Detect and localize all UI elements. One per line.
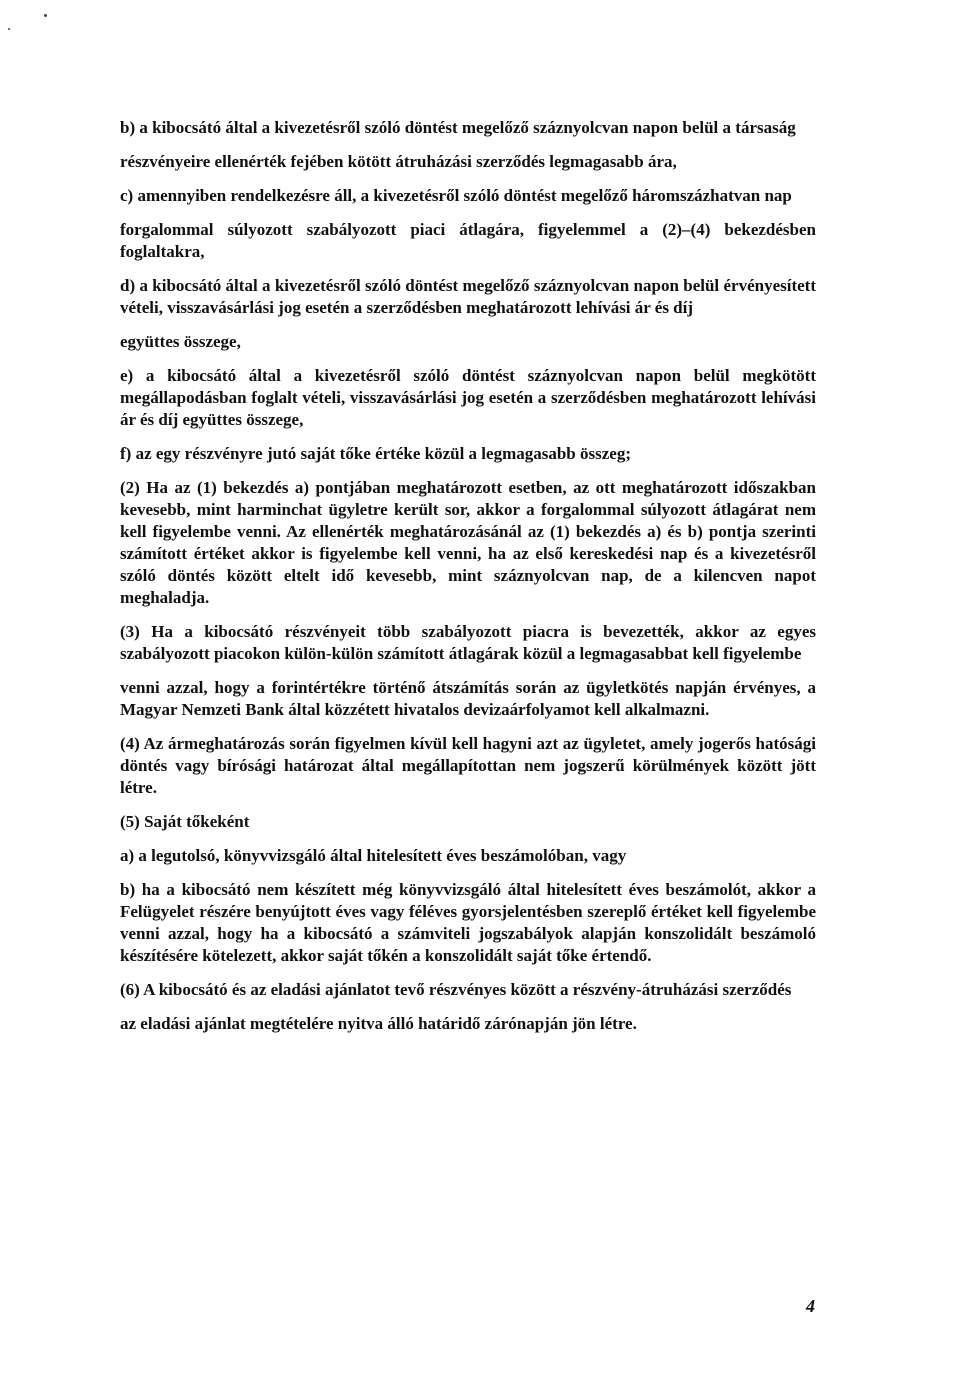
section-3-continued: venni azzal, hogy a forintértékre történő átszámítás során az ügyletkötés napján érvényes, a Magyar Nemzeti Bank által közzétett hivatalos devizaárfolyamot kell alkalmazni. xyxy=(120,678,816,719)
paragraph-e: e) a kibocsátó által a kivezetésről szóló döntést száznyolcvan napon belül megkötött megállapodásban foglalt vételi, visszavásárlási jog esetén a szerződésben meghatározott lehívási ár és díj együttes összege, xyxy=(120,366,816,429)
section-5-b: b) ha a kibocsátó nem készített még könyvvizsgáló által hitelesített éves beszámolót, akkor a Felügyelet részére benyújtott éves vagy féléves gyorsjelentésben szereplő értéket kell figyelembe venni azzal, hogy ha a kibocsátó a számviteli jogszabályok alapján konszolidált beszámoló készítésére kötelezett, akkor saját tőkén a konszolidált saját tőke értendő. xyxy=(120,880,816,965)
paragraph-d-continued: együttes összege, xyxy=(120,332,241,351)
scan-speck xyxy=(44,14,47,17)
section-5: (5) Saját tőkeként xyxy=(120,812,250,831)
section-6: (6) A kibocsátó és az eladási ajánlatot tevő részvényes között a részvény-átruházási szerződés xyxy=(120,980,792,999)
paragraph-b-continued: részvényeire ellenérték fejében kötött átruházási szerződés legmagasabb ára, xyxy=(120,152,677,171)
paragraph-c-continued: forgalommal súlyozott szabályozott piaci átlagára, figyelemmel a (2)–(4) bekezdésben foglaltakra, xyxy=(120,220,816,261)
section-5-a: a) a legutolsó, könyvvizsgáló által hitelesített éves beszámolóban, vagy xyxy=(120,846,627,865)
section-2: (2) Ha az (1) bekezdés a) pontjában meghatározott esetben, az ott meghatározott időszakban kevesebb, mint harminchat ügyletre került sor, akkor a forgalommal súlyozott átlagárat nem kell figyelembe venni. Az ellenérték meghatározásánál az (1) bekezdés a) és b) pontja szerinti számított értéket akkor is figyelembe kell venni, ha az első kereskedési nap és a kivezetésről szóló döntés között eltelt idő kevesebb, mint száznyolcvan nap, de a kilencven napot meghaladja. xyxy=(120,478,816,607)
page-number: 4 xyxy=(806,1296,815,1316)
paragraph-c: c) amennyiben rendelkezésre áll, a kivezetésről szóló döntést megelőző háromszázhatvan nap xyxy=(120,186,792,205)
scan-speck xyxy=(8,28,10,30)
paragraph-b: b) a kibocsátó által a kivezetésről szóló döntést megelőző száznyolcvan napon belül a társaság xyxy=(120,118,796,137)
document-body xyxy=(120,117,816,1047)
section-3: (3) Ha a kibocsátó részvényeit több szabályozott piacra is bevezették, akkor az egyes szabályozott piacokon külön-külön számított átlagárak közül a legmagasabbat kell figyelembe xyxy=(120,622,816,663)
section-4: (4) Az ármeghatározás során figyelmen kívül kell hagyni azt az ügyletet, amely jogerős hatósági döntés vagy bírósági határozat által megállapítottan nem jogszerű körülmények között jött létre. xyxy=(120,734,816,797)
paragraph-d: d) a kibocsátó által a kivezetésről szóló döntést megelőző száznyolcvan napon belül érvényesített vételi, visszavásárlási jog esetén a szerződésben meghatározott lehívási ár és díj xyxy=(120,276,816,317)
section-6-continued: az eladási ajánlat megtételére nyitva álló határidő zárónapján jön létre. xyxy=(120,1014,637,1033)
paragraph-f: f) az egy részvényre jutó saját tőke értéke közül a legmagasabb összeg; xyxy=(120,444,631,463)
